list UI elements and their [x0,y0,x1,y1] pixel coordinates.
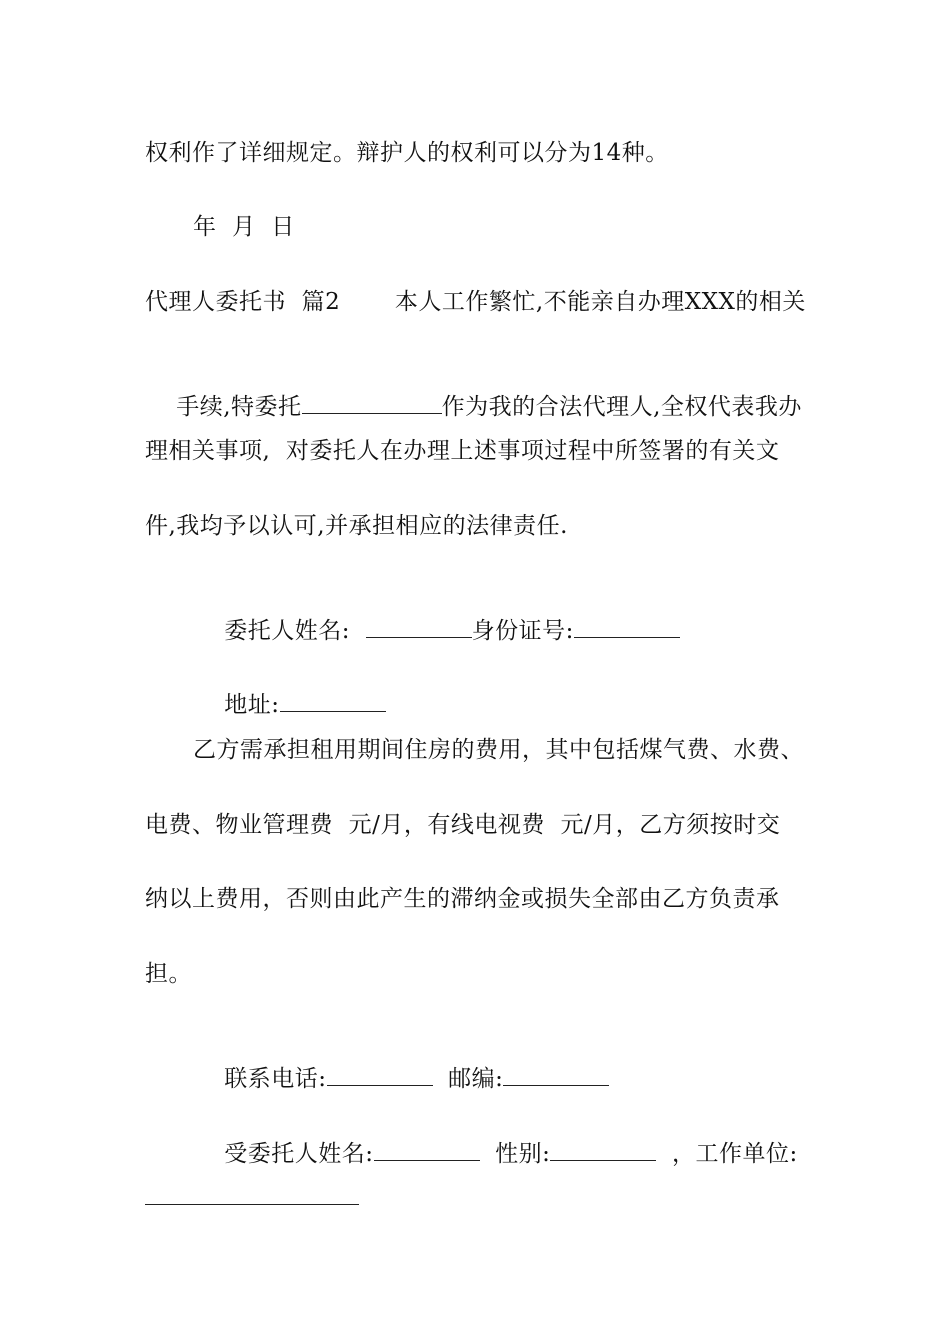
text-line: 代理人委托书 篇2 本人工作繁忙,不能亲自办理XXX的相关 [145,289,806,315]
field-label: 邮编: [432,1066,504,1092]
field-label: 联系电话: [224,1066,327,1092]
address-blank [280,691,386,712]
principal-name-blank [366,617,472,638]
text-line: 理相关事项, 对委托人在办理上述事项过程中所签署的有关文 [145,438,780,464]
text-segment: 作为我的合法代理人,全权代表我办 [441,394,802,420]
field-label: 委托人姓名: [224,618,366,644]
phone-blank [327,1065,433,1086]
text-line: 乙方需承担租用期间住房的费用，其中包括煤气费、水费、 [193,737,804,763]
date-line: 年 月 日 [193,214,295,240]
field-label: 身份证号: [471,618,574,644]
field-label: 地址: [224,692,280,718]
text-line: 担。 [145,961,192,987]
postcode-blank [503,1065,609,1086]
text-line: 权利作了详细规定。辩护人的权利可以分为14种。 [145,140,669,166]
field-label: ，工作单位: [656,1141,798,1167]
field-label: 受委托人姓名: [224,1141,374,1167]
gender-blank [550,1140,656,1161]
text-segment: 手续,特委托 [176,394,302,420]
agent-name-blank [302,393,442,414]
text-line: 电费、物业管理费 元/月，有线电视费 元/月，乙方须按时交 [145,812,781,838]
work-unit-blank [145,1204,359,1205]
form-line [193,1109,798,1199]
text-line: 件,我均予以认可,并承担相应的法律责任. [145,513,568,539]
text-line: 纳以上费用，否则由此产生的滞纳金或损失全部由乙方负责承 [145,886,780,912]
agent-name-blank [374,1140,480,1161]
field-label: 性别: [479,1141,551,1167]
id-number-blank [574,617,680,638]
